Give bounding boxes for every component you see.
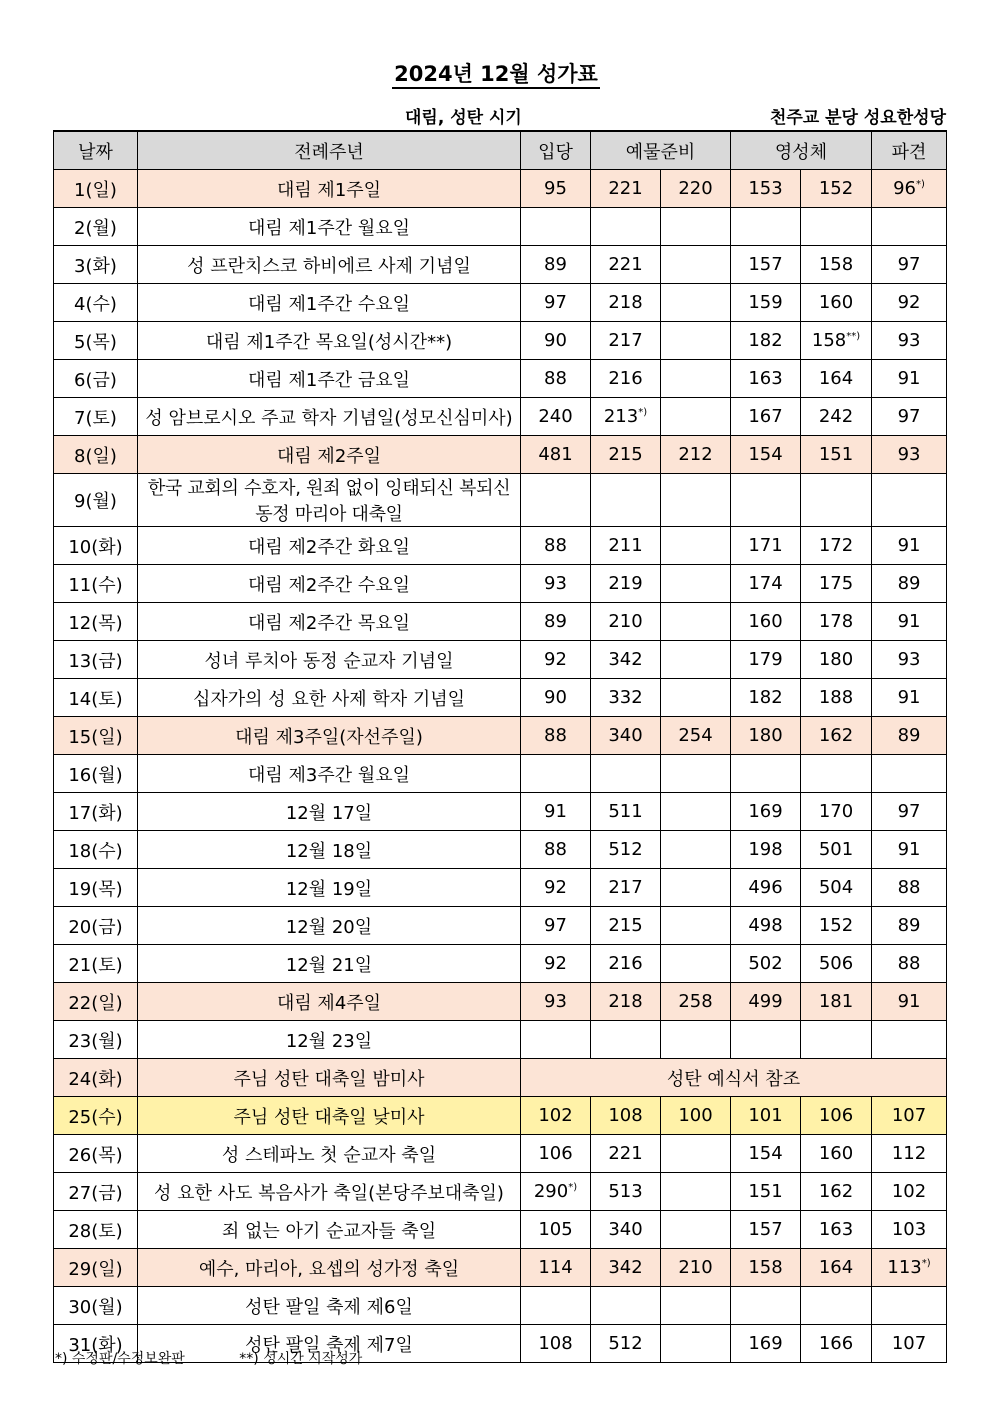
liturgy-cell: 주님 성탄 대축일 밤미사 xyxy=(138,1059,521,1097)
date-cell: 2(월) xyxy=(54,208,138,246)
offertory-hymn-cell-2 xyxy=(661,360,731,398)
liturgy-cell: 대림 제1주간 수요일 xyxy=(138,284,521,322)
dismissal-hymn-cell xyxy=(872,755,947,793)
entrance-hymn-cell: 92 xyxy=(521,869,591,907)
offertory-hymn-cell-2: 254 xyxy=(661,717,731,755)
table-row xyxy=(54,983,947,1021)
table-row xyxy=(54,679,947,717)
offertory-hymn-cell-1: 342 xyxy=(591,1249,661,1287)
date-cell: 17(화) xyxy=(54,793,138,831)
communion-hymn-cell-2: 158 xyxy=(801,246,872,284)
table-row xyxy=(54,1287,947,1325)
entrance-hymn-cell: 89 xyxy=(521,603,591,641)
date-cell: 4(수) xyxy=(54,284,138,322)
table-row xyxy=(54,755,947,793)
dismissal-hymn-cell: 93 xyxy=(872,641,947,679)
offertory-hymn-cell-1 xyxy=(591,755,661,793)
liturgy-cell: 대림 제1주간 월요일 xyxy=(138,208,521,246)
offertory-hymn-cell-2 xyxy=(661,907,731,945)
communion-hymn-cell-1: 496 xyxy=(731,869,801,907)
offertory-hymn-cell-2 xyxy=(661,945,731,983)
communion-hymn-cell-1 xyxy=(731,474,801,527)
offertory-hymn-cell-2: 100 xyxy=(661,1097,731,1135)
communion-hymn-cell-2: 152 xyxy=(801,907,872,945)
communion-hymn-cell-2: 242 xyxy=(801,398,872,436)
communion-hymn-cell-1: 169 xyxy=(731,1325,801,1363)
entrance-hymn-cell: 91 xyxy=(521,793,591,831)
entrance-hymn-cell: 290*) xyxy=(521,1173,591,1211)
entrance-hymn-cell: 93 xyxy=(521,983,591,1021)
entrance-hymn-cell: 97 xyxy=(521,284,591,322)
communion-hymn-cell-2: 106 xyxy=(801,1097,872,1135)
offertory-hymn-cell-1: 215 xyxy=(591,436,661,474)
entrance-hymn-cell: 97 xyxy=(521,907,591,945)
entrance-hymn-cell: 240 xyxy=(521,398,591,436)
offertory-hymn-cell-1 xyxy=(591,208,661,246)
liturgy-cell: 죄 없는 아기 순교자들 축일 xyxy=(138,1211,521,1249)
merged-note-cell: 성탄 예식서 참조 xyxy=(521,1059,947,1097)
entrance-hymn-cell: 88 xyxy=(521,360,591,398)
dismissal-hymn-cell: 91 xyxy=(872,831,947,869)
offertory-hymn-cell-2 xyxy=(661,322,731,360)
offertory-hymn-cell-2 xyxy=(661,1173,731,1211)
date-cell: 8(일) xyxy=(54,436,138,474)
date-cell: 10(화) xyxy=(54,527,138,565)
page-title: 2024년 12월 성가표 xyxy=(0,58,992,88)
liturgy-cell: 십자가의 성 요한 사제 학자 기념일 xyxy=(138,679,521,717)
communion-hymn-cell-1: 180 xyxy=(731,717,801,755)
communion-hymn-cell-1: 498 xyxy=(731,907,801,945)
liturgy-cell: 12월 20일 xyxy=(138,907,521,945)
liturgy-cell: 대림 제3주간 월요일 xyxy=(138,755,521,793)
date-cell: 25(수) xyxy=(54,1097,138,1135)
dismissal-hymn-cell: 107 xyxy=(872,1097,947,1135)
communion-hymn-cell-1: 169 xyxy=(731,793,801,831)
communion-hymn-cell-1: 198 xyxy=(731,831,801,869)
dismissal-hymn-cell: 93 xyxy=(872,322,947,360)
entrance-hymn-cell: 481 xyxy=(521,436,591,474)
communion-hymn-cell-1: 502 xyxy=(731,945,801,983)
offertory-hymn-cell-1: 211 xyxy=(591,527,661,565)
communion-hymn-cell-2: 151 xyxy=(801,436,872,474)
liturgy-cell: 성녀 루치아 동정 순교자 기념일 xyxy=(138,641,521,679)
communion-hymn-cell-1 xyxy=(731,1021,801,1059)
footnote-mark: **) xyxy=(846,331,861,342)
communion-hymn-cell-1: 499 xyxy=(731,983,801,1021)
offertory-hymn-cell-2 xyxy=(661,793,731,831)
offertory-hymn-cell-2 xyxy=(661,474,731,527)
entrance-hymn-cell xyxy=(521,755,591,793)
entrance-hymn-cell: 90 xyxy=(521,679,591,717)
offertory-hymn-cell-2 xyxy=(661,208,731,246)
dismissal-hymn-cell: 97 xyxy=(872,246,947,284)
table-row xyxy=(54,1173,947,1211)
table-row xyxy=(54,170,947,208)
liturgy-cell: 대림 제4주일 xyxy=(138,983,521,1021)
liturgy-cell: 12월 19일 xyxy=(138,869,521,907)
liturgy-cell: 대림 제1주간 금요일 xyxy=(138,360,521,398)
table-row xyxy=(54,869,947,907)
communion-hymn-cell-2: 162 xyxy=(801,1173,872,1211)
table-row xyxy=(54,717,947,755)
dismissal-hymn-cell: 107 xyxy=(872,1325,947,1363)
footnote-holy-hour: **) 성시간 시작성가 xyxy=(239,1351,363,1367)
liturgy-cell: 대림 제1주일 xyxy=(138,170,521,208)
table-row xyxy=(54,527,947,565)
offertory-hymn-cell-1: 332 xyxy=(591,679,661,717)
communion-hymn-cell-1: 160 xyxy=(731,603,801,641)
offertory-hymn-cell-1: 340 xyxy=(591,717,661,755)
offertory-hymn-cell-1: 512 xyxy=(591,831,661,869)
communion-hymn-cell-1 xyxy=(731,208,801,246)
date-cell: 7(토) xyxy=(54,398,138,436)
communion-hymn-cell-2: 160 xyxy=(801,1135,872,1173)
table-header-row xyxy=(54,131,947,170)
liturgy-cell: 성 프란치스코 하비에르 사제 기념일 xyxy=(138,246,521,284)
entrance-hymn-cell: 88 xyxy=(521,717,591,755)
dismissal-hymn-cell xyxy=(872,208,947,246)
liturgy-cell: 12월 23일 xyxy=(138,1021,521,1059)
offertory-hymn-cell-2 xyxy=(661,1135,731,1173)
liturgy-cell: 성 스테파노 첫 순교자 축일 xyxy=(138,1135,521,1173)
offertory-hymn-cell-2: 258 xyxy=(661,983,731,1021)
offertory-hymn-cell-2 xyxy=(661,1287,731,1325)
offertory-hymn-cell-2 xyxy=(661,831,731,869)
dismissal-hymn-cell: 89 xyxy=(872,907,947,945)
offertory-hymn-cell-1: 216 xyxy=(591,360,661,398)
dismissal-hymn-cell: 103 xyxy=(872,1211,947,1249)
offertory-hymn-cell-2 xyxy=(661,1211,731,1249)
entrance-hymn-cell: 108 xyxy=(521,1325,591,1363)
dismissal-hymn-cell: 91 xyxy=(872,527,947,565)
liturgy-cell: 12월 17일 xyxy=(138,793,521,831)
table-row xyxy=(54,398,947,436)
offertory-hymn-cell-1: 215 xyxy=(591,907,661,945)
header-dismissal: 파견 xyxy=(872,131,947,170)
offertory-hymn-cell-2 xyxy=(661,679,731,717)
date-cell: 9(월) xyxy=(54,474,138,527)
entrance-hymn-cell xyxy=(521,1021,591,1059)
footnote-revised: *) 수정판/수정보완판 xyxy=(55,1351,185,1367)
footnotes xyxy=(55,1348,412,1368)
communion-hymn-cell-1: 101 xyxy=(731,1097,801,1135)
communion-hymn-cell-1: 167 xyxy=(731,398,801,436)
footnote-mark: *) xyxy=(921,1258,931,1269)
liturgy-cell: 성탄 팔일 축제 제7일 xyxy=(138,1325,521,1363)
date-cell: 21(토) xyxy=(54,945,138,983)
offertory-hymn-cell-1 xyxy=(591,1287,661,1325)
communion-hymn-cell-2: 504 xyxy=(801,869,872,907)
communion-hymn-cell-1: 174 xyxy=(731,565,801,603)
table-row xyxy=(54,1059,947,1097)
offertory-hymn-cell-1: 217 xyxy=(591,869,661,907)
liturgy-cell: 대림 제2주간 화요일 xyxy=(138,527,521,565)
dismissal-hymn-cell: 113*) xyxy=(872,1249,947,1287)
offertory-hymn-cell-1: 218 xyxy=(591,284,661,322)
date-cell: 16(월) xyxy=(54,755,138,793)
dismissal-hymn-cell: 91 xyxy=(872,360,947,398)
date-cell: 26(목) xyxy=(54,1135,138,1173)
header-date: 날짜 xyxy=(54,131,138,170)
communion-hymn-cell-2: 506 xyxy=(801,945,872,983)
communion-hymn-cell-2: 152 xyxy=(801,170,872,208)
offertory-hymn-cell-1: 221 xyxy=(591,170,661,208)
entrance-hymn-cell: 92 xyxy=(521,945,591,983)
communion-hymn-cell-1: 154 xyxy=(731,436,801,474)
dismissal-hymn-cell: 91 xyxy=(872,983,947,1021)
liturgy-cell: 대림 제3주일(자선주일) xyxy=(138,717,521,755)
header-liturgy: 전례주년 xyxy=(138,131,521,170)
offertory-hymn-cell-2: 210 xyxy=(661,1249,731,1287)
entrance-hymn-cell: 89 xyxy=(521,246,591,284)
date-cell: 15(일) xyxy=(54,717,138,755)
hymn-schedule-table xyxy=(53,130,947,1363)
date-cell: 12(목) xyxy=(54,603,138,641)
date-cell: 29(일) xyxy=(54,1249,138,1287)
date-cell: 20(금) xyxy=(54,907,138,945)
offertory-hymn-cell-2 xyxy=(661,398,731,436)
dismissal-hymn-cell xyxy=(872,1287,947,1325)
offertory-hymn-cell-1: 513 xyxy=(591,1173,661,1211)
offertory-hymn-cell-1 xyxy=(591,474,661,527)
communion-hymn-cell-2: 178 xyxy=(801,603,872,641)
communion-hymn-cell-1: 179 xyxy=(731,641,801,679)
dismissal-hymn-cell: 96*) xyxy=(872,170,947,208)
date-cell: 6(금) xyxy=(54,360,138,398)
footnote-mark: *) xyxy=(638,407,648,418)
communion-hymn-cell-2: 162 xyxy=(801,717,872,755)
date-cell: 18(수) xyxy=(54,831,138,869)
date-cell: 1(일) xyxy=(54,170,138,208)
offertory-hymn-cell-2 xyxy=(661,565,731,603)
offertory-hymn-cell-1: 511 xyxy=(591,793,661,831)
dismissal-hymn-cell: 88 xyxy=(872,869,947,907)
offertory-hymn-cell-1: 213*) xyxy=(591,398,661,436)
communion-hymn-cell-2 xyxy=(801,755,872,793)
offertory-hymn-cell-2 xyxy=(661,284,731,322)
entrance-hymn-cell xyxy=(521,208,591,246)
communion-hymn-cell-1: 158 xyxy=(731,1249,801,1287)
liturgy-cell: 성 암브로시오 주교 학자 기념일(성모신심미사) xyxy=(138,398,521,436)
liturgy-cell: 예수, 마리아, 요셉의 성가정 축일 xyxy=(138,1249,521,1287)
date-cell: 5(목) xyxy=(54,322,138,360)
offertory-hymn-cell-1: 221 xyxy=(591,1135,661,1173)
communion-hymn-cell-1: 159 xyxy=(731,284,801,322)
offertory-hymn-cell-1: 218 xyxy=(591,983,661,1021)
communion-hymn-cell-1 xyxy=(731,1287,801,1325)
communion-hymn-cell-2: 501 xyxy=(801,831,872,869)
table-row xyxy=(54,641,947,679)
offertory-hymn-cell-1 xyxy=(591,1021,661,1059)
table-row xyxy=(54,1249,947,1287)
dismissal-hymn-cell xyxy=(872,1021,947,1059)
liturgy-cell: 대림 제1주간 목요일(성시간**) xyxy=(138,322,521,360)
communion-hymn-cell-1: 154 xyxy=(731,1135,801,1173)
dismissal-hymn-cell xyxy=(872,474,947,527)
date-cell: 24(화) xyxy=(54,1059,138,1097)
offertory-hymn-cell-2: 220 xyxy=(661,170,731,208)
communion-hymn-cell-2 xyxy=(801,1287,872,1325)
liturgy-cell: 성 요한 사도 복음사가 축일(본당주보대축일) xyxy=(138,1173,521,1211)
communion-hymn-cell-1: 151 xyxy=(731,1173,801,1211)
offertory-hymn-cell-1: 512 xyxy=(591,1325,661,1363)
table-row xyxy=(54,945,947,983)
offertory-hymn-cell-1: 221 xyxy=(591,246,661,284)
offertory-hymn-cell-2 xyxy=(661,246,731,284)
communion-hymn-cell-1: 157 xyxy=(731,1211,801,1249)
date-cell: 13(금) xyxy=(54,641,138,679)
season-label: 대림, 성탄 시기 xyxy=(405,108,522,128)
entrance-hymn-cell: 93 xyxy=(521,565,591,603)
communion-hymn-cell-2 xyxy=(801,208,872,246)
offertory-hymn-cell-2 xyxy=(661,603,731,641)
communion-hymn-cell-2: 180 xyxy=(801,641,872,679)
communion-hymn-cell-2 xyxy=(801,1021,872,1059)
liturgy-cell: 12월 18일 xyxy=(138,831,521,869)
entrance-hymn-cell: 102 xyxy=(521,1097,591,1135)
date-cell: 23(월) xyxy=(54,1021,138,1059)
table-row xyxy=(54,1021,947,1059)
table-row xyxy=(54,1135,947,1173)
communion-hymn-cell-2: 158**) xyxy=(801,322,872,360)
entrance-hymn-cell: 88 xyxy=(521,831,591,869)
communion-hymn-cell-2: 175 xyxy=(801,565,872,603)
offertory-hymn-cell-1: 217 xyxy=(591,322,661,360)
date-cell: 3(화) xyxy=(54,246,138,284)
dismissal-hymn-cell: 89 xyxy=(872,565,947,603)
table-row xyxy=(54,246,947,284)
offertory-hymn-cell-2 xyxy=(661,755,731,793)
liturgy-cell: 대림 제2주간 수요일 xyxy=(138,565,521,603)
date-cell: 28(토) xyxy=(54,1211,138,1249)
communion-hymn-cell-2: 188 xyxy=(801,679,872,717)
communion-hymn-cell-1 xyxy=(731,755,801,793)
entrance-hymn-cell: 105 xyxy=(521,1211,591,1249)
table-row xyxy=(54,208,947,246)
footnote-mark: *) xyxy=(916,179,925,190)
date-cell: 31(화) xyxy=(54,1325,138,1363)
communion-hymn-cell-1: 157 xyxy=(731,246,801,284)
dismissal-hymn-cell: 93 xyxy=(872,436,947,474)
communion-hymn-cell-1: 153 xyxy=(731,170,801,208)
communion-hymn-cell-2: 164 xyxy=(801,360,872,398)
communion-hymn-cell-1: 171 xyxy=(731,527,801,565)
liturgy-cell: 주님 성탄 대축일 낮미사 xyxy=(138,1097,521,1135)
dismissal-hymn-cell: 91 xyxy=(872,679,947,717)
communion-hymn-cell-2: 164 xyxy=(801,1249,872,1287)
offertory-hymn-cell-2 xyxy=(661,641,731,679)
liturgy-cell: 대림 제2주간 목요일 xyxy=(138,603,521,641)
entrance-hymn-cell: 92 xyxy=(521,641,591,679)
table-row xyxy=(54,603,947,641)
communion-hymn-cell-2: 163 xyxy=(801,1211,872,1249)
communion-hymn-cell-2: 170 xyxy=(801,793,872,831)
liturgy-cell: 성탄 팔일 축제 제6일 xyxy=(138,1287,521,1325)
liturgy-cell: 12월 21일 xyxy=(138,945,521,983)
communion-hymn-cell-2: 172 xyxy=(801,527,872,565)
offertory-hymn-cell-1: 219 xyxy=(591,565,661,603)
date-cell: 11(수) xyxy=(54,565,138,603)
communion-hymn-cell-2: 181 xyxy=(801,983,872,1021)
dismissal-hymn-cell: 92 xyxy=(872,284,947,322)
communion-hymn-cell-1: 163 xyxy=(731,360,801,398)
table-row xyxy=(54,474,947,527)
entrance-hymn-cell: 90 xyxy=(521,322,591,360)
offertory-hymn-cell-2 xyxy=(661,1021,731,1059)
table-row xyxy=(54,322,947,360)
entrance-hymn-cell: 106 xyxy=(521,1135,591,1173)
dismissal-hymn-cell: 89 xyxy=(872,717,947,755)
dismissal-hymn-cell: 102 xyxy=(872,1173,947,1211)
entrance-hymn-cell xyxy=(521,474,591,527)
table-row xyxy=(54,1211,947,1249)
footnote-mark: *) xyxy=(568,1182,578,1193)
offertory-hymn-cell-1: 108 xyxy=(591,1097,661,1135)
liturgy-cell: 대림 제2주일 xyxy=(138,436,521,474)
table-row xyxy=(54,436,947,474)
table-row xyxy=(54,907,947,945)
date-cell: 27(금) xyxy=(54,1173,138,1211)
communion-hymn-cell-2: 160 xyxy=(801,284,872,322)
dismissal-hymn-cell: 97 xyxy=(872,398,947,436)
offertory-hymn-cell-1: 342 xyxy=(591,641,661,679)
offertory-hymn-cell-2 xyxy=(661,1325,731,1363)
communion-hymn-cell-2 xyxy=(801,474,872,527)
parish-name: 천주교 분당 성요한성당 xyxy=(769,108,946,128)
dismissal-hymn-cell: 91 xyxy=(872,603,947,641)
date-cell: 14(토) xyxy=(54,679,138,717)
entrance-hymn-cell: 114 xyxy=(521,1249,591,1287)
table-row xyxy=(54,565,947,603)
offertory-hymn-cell-2: 212 xyxy=(661,436,731,474)
table-row xyxy=(54,831,947,869)
table-row xyxy=(54,284,947,322)
offertory-hymn-cell-2 xyxy=(661,527,731,565)
entrance-hymn-cell: 95 xyxy=(521,170,591,208)
dismissal-hymn-cell: 112 xyxy=(872,1135,947,1173)
date-cell: 22(일) xyxy=(54,983,138,1021)
offertory-hymn-cell-2 xyxy=(661,869,731,907)
header-entrance: 입당 xyxy=(521,131,591,170)
header-communion: 영성체 xyxy=(731,131,872,170)
table-row xyxy=(54,793,947,831)
offertory-hymn-cell-1: 340 xyxy=(591,1211,661,1249)
communion-hymn-cell-2: 166 xyxy=(801,1325,872,1363)
header-offertory: 예물준비 xyxy=(591,131,731,170)
liturgy-cell: 한국 교회의 수호자, 원죄 없이 잉태되신 복되신 동정 마리아 대축일 xyxy=(138,474,521,527)
dismissal-hymn-cell: 97 xyxy=(872,793,947,831)
communion-hymn-cell-1: 182 xyxy=(731,322,801,360)
communion-hymn-cell-1: 182 xyxy=(731,679,801,717)
date-cell: 19(목) xyxy=(54,869,138,907)
entrance-hymn-cell: 88 xyxy=(521,527,591,565)
offertory-hymn-cell-1: 210 xyxy=(591,603,661,641)
dismissal-hymn-cell: 88 xyxy=(872,945,947,983)
entrance-hymn-cell xyxy=(521,1287,591,1325)
date-cell: 30(월) xyxy=(54,1287,138,1325)
offertory-hymn-cell-1: 216 xyxy=(591,945,661,983)
table-row xyxy=(54,360,947,398)
table-row xyxy=(54,1097,947,1135)
